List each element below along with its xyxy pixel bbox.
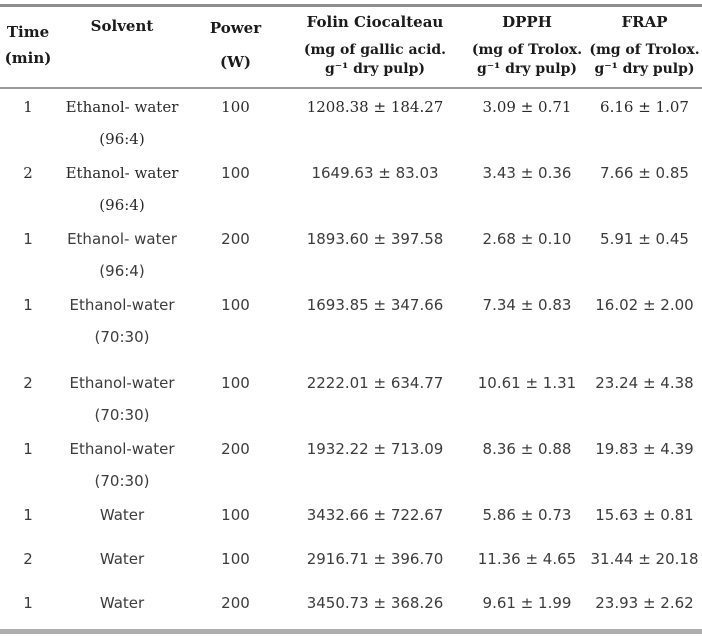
table-row bbox=[0, 221, 702, 287]
solvent-name: Water bbox=[99, 506, 145, 524]
solvent-cell bbox=[56, 287, 188, 353]
folin-header-unit-line1: (mg of gallic acid. bbox=[303, 42, 447, 58]
dpph-header-unit-line1: (mg of Trolox. bbox=[471, 42, 583, 58]
dpph-value: 9.61 ± 1.99 bbox=[482, 594, 572, 612]
frap-value: 6.16 ± 1.07 bbox=[600, 98, 689, 116]
power-value: 200 bbox=[221, 594, 250, 612]
folin-value: 1649.63 ± 83.03 bbox=[311, 164, 439, 182]
dpph-header-label: DPPH bbox=[502, 13, 552, 31]
dpph-value: 3.43 ± 0.36 bbox=[482, 164, 572, 182]
time-value: 1 bbox=[23, 230, 33, 248]
frap-value: 19.83 ± 4.39 bbox=[595, 440, 694, 458]
dpph-value: 10.61 ± 1.31 bbox=[477, 374, 577, 392]
dpph-value: 8.36 ± 0.88 bbox=[482, 440, 572, 458]
solvent-cell bbox=[56, 221, 188, 287]
solvent-name: Ethanol-water bbox=[69, 374, 175, 392]
solvent-name: Ethanol-water bbox=[69, 440, 175, 458]
solvent-name: Water bbox=[99, 594, 145, 612]
table-header bbox=[0, 7, 702, 87]
folin-value: 2916.71 ± 396.70 bbox=[306, 550, 444, 568]
power-value: 100 bbox=[221, 506, 250, 524]
solvent-cell bbox=[56, 541, 188, 575]
power-value: 100 bbox=[221, 98, 250, 116]
power-value: 200 bbox=[221, 230, 250, 248]
solvent-ratio: (70:30) bbox=[94, 406, 150, 424]
solvent-name: Ethanol- water bbox=[65, 164, 179, 182]
solvent-ratio: (96:4) bbox=[99, 196, 145, 214]
table-body bbox=[0, 89, 702, 629]
power-value: 100 bbox=[221, 550, 250, 568]
power-value: 100 bbox=[221, 164, 250, 182]
folin-value: 1932.22 ± 713.09 bbox=[306, 440, 444, 458]
table-row bbox=[0, 541, 702, 585]
column-header-solvent bbox=[56, 11, 188, 79]
folin-value: 1893.60 ± 397.58 bbox=[306, 230, 444, 248]
table-row bbox=[0, 155, 702, 221]
solvent-cell bbox=[56, 431, 188, 497]
solvent-ratio: (96:4) bbox=[99, 130, 145, 148]
table-row bbox=[0, 497, 702, 541]
time-value: 1 bbox=[23, 594, 33, 612]
time-header-unit: (min) bbox=[4, 49, 52, 67]
frap-header-label: FRAP bbox=[621, 13, 668, 31]
frap-value: 15.63 ± 0.81 bbox=[595, 506, 694, 524]
folin-header-label: Folin Ciocalteau bbox=[306, 13, 444, 31]
dpph-value: 2.68 ± 0.10 bbox=[482, 230, 572, 248]
dpph-value: 11.36 ± 4.65 bbox=[477, 550, 577, 568]
solvent-cell bbox=[56, 365, 188, 431]
table-row bbox=[0, 89, 702, 155]
solvent-name: Ethanol- water bbox=[65, 98, 179, 116]
folin-value: 1693.85 ± 347.66 bbox=[306, 296, 444, 314]
time-value: 2 bbox=[23, 164, 33, 182]
dpph-value: 3.09 ± 0.71 bbox=[482, 98, 572, 116]
time-header-label: Time bbox=[6, 23, 50, 41]
solvent-ratio: (70:30) bbox=[94, 328, 150, 346]
table-row bbox=[0, 365, 702, 431]
table-row bbox=[0, 585, 702, 629]
folin-value: 2222.01 ± 634.77 bbox=[306, 374, 444, 392]
dpph-header-unit-line2: g⁻¹ dry pulp) bbox=[476, 61, 578, 77]
folin-value: 1208.38 ± 184.27 bbox=[306, 98, 444, 116]
frap-value: 5.91 ± 0.45 bbox=[600, 230, 689, 248]
folin-value: 3432.66 ± 722.67 bbox=[306, 506, 444, 524]
table-row bbox=[0, 431, 702, 497]
power-value: 200 bbox=[221, 440, 250, 458]
solvent-cell bbox=[56, 585, 188, 619]
time-value: 2 bbox=[23, 374, 33, 392]
time-value: 1 bbox=[23, 98, 33, 116]
power-header-label: Power bbox=[209, 19, 262, 37]
solvent-ratio: (96:4) bbox=[99, 262, 145, 280]
time-value: 2 bbox=[23, 550, 33, 568]
frap-value: 7.66 ± 0.85 bbox=[600, 164, 689, 182]
column-header-time bbox=[0, 11, 56, 79]
solvent-cell bbox=[56, 155, 188, 221]
solvent-cell bbox=[56, 89, 188, 155]
frap-value: 16.02 ± 2.00 bbox=[595, 296, 694, 314]
power-header-unit: (W) bbox=[219, 53, 252, 71]
power-value: 100 bbox=[221, 374, 250, 392]
solvent-name: Water bbox=[99, 550, 145, 568]
column-header-frap bbox=[587, 11, 702, 79]
frap-header-unit-line1: (mg of Trolox. bbox=[589, 42, 700, 58]
solvent-cell bbox=[56, 497, 188, 531]
column-header-dpph bbox=[467, 11, 587, 79]
solvent-name: Ethanol- water bbox=[67, 230, 177, 248]
solvent-header-label: Solvent bbox=[90, 17, 154, 35]
folin-value: 3450.73 ± 368.26 bbox=[306, 594, 444, 612]
power-value: 100 bbox=[221, 296, 250, 314]
time-value: 1 bbox=[23, 440, 33, 458]
dpph-value: 5.86 ± 0.73 bbox=[482, 506, 572, 524]
folin-header-unit-line2: g⁻¹ dry pulp) bbox=[324, 61, 426, 77]
frap-value: 31.44 ± 20.18 bbox=[590, 550, 699, 568]
column-header-power bbox=[188, 11, 283, 79]
column-header-folin bbox=[283, 11, 467, 79]
table-row bbox=[0, 287, 702, 353]
dpph-value: 7.34 ± 0.83 bbox=[482, 296, 572, 314]
time-value: 1 bbox=[23, 296, 33, 314]
table-bottom-rule bbox=[0, 629, 702, 634]
solvent-ratio: (70:30) bbox=[94, 472, 150, 490]
frap-value: 23.93 ± 2.62 bbox=[595, 594, 694, 612]
frap-header-unit-line2: g⁻¹ dry pulp) bbox=[594, 61, 695, 77]
time-value: 1 bbox=[23, 506, 33, 524]
frap-value: 23.24 ± 4.38 bbox=[595, 374, 694, 392]
solvent-name: Ethanol-water bbox=[69, 296, 175, 314]
